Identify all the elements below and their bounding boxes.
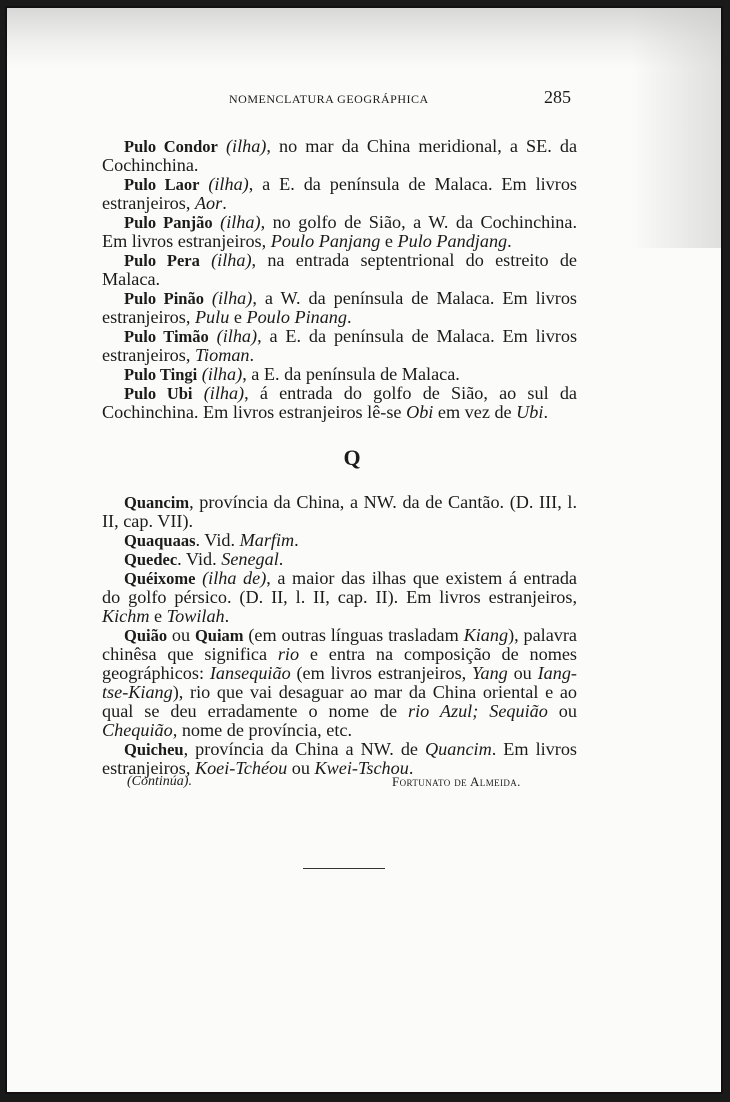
gazetteer-entry: Pulo Condor (ilha), no mar da China meridional, a SE. da Cochinchina. bbox=[102, 136, 578, 175]
gazetteer-entry: Quancim, província da China, a NW. da de Cantão. (D. III, l. II, cap. VII). bbox=[102, 492, 577, 531]
page-number: 285 bbox=[544, 87, 571, 107]
gazetteer-entry: Pulo Laor (ilha), a E. da península de Malaca. Em livros estranjeiros, Aor. bbox=[102, 174, 578, 213]
gazetteer-entry: Quaquaas. Vid. Marfim. bbox=[124, 530, 299, 550]
closing-rule bbox=[303, 868, 385, 869]
entry-headword: Quedec bbox=[124, 550, 178, 569]
entry-headword: Quaquaas bbox=[124, 531, 196, 550]
gazetteer-entry: Pulo Panjão (ilha), no golfo de Sião, a W. da Cochinchina. Em livros estranjeiros, Poulo Panjang e Pulo Pandjang. bbox=[102, 212, 577, 251]
gazetteer-entry: Pulo Ubi (ilha), á entrada do golfo de Sião, ao sul da Cochinchina. Em livros estranjeiros lê-se Obi em vez de Ubi. bbox=[102, 383, 577, 422]
entry-headword: Quicheu bbox=[124, 740, 184, 759]
gazetteer-entry: Quicheu, província da China a NW. de Quancim. Em livros estranjeiros, Koei-Tchéou ou Kwei-Tschou. bbox=[102, 739, 577, 778]
scan-shadow-right bbox=[631, 8, 721, 248]
entry-headword: Quancim bbox=[124, 493, 190, 512]
scan-shadow-top bbox=[7, 8, 723, 68]
entry-headword: Quéixome bbox=[124, 569, 196, 588]
gazetteer-entry: Pulo Timão (ilha), a E. da península de Malaca. Em livros estranjeiros, Tioman. bbox=[102, 326, 578, 365]
entry-headword: Pulo Condor bbox=[124, 137, 218, 156]
author-signature: Fortunato de Almeida. bbox=[392, 774, 521, 789]
entry-headword: Pulo Tingi bbox=[124, 365, 198, 384]
entry-headword: Quião bbox=[124, 626, 168, 645]
entry-headword: Pulo Laor bbox=[124, 175, 200, 194]
entry-headword-variant: Quiam bbox=[194, 626, 244, 645]
entry-headword: Pulo Ubi bbox=[124, 384, 193, 403]
gazetteer-entry: Quião ou Quiam (em outras línguas trasladam Kiang), palavra chinêsa que significa rio e entra na composição de nomes geográphicos: Iansequião (em livros estranjeiros, Yang ou Iang-tse-Kiang), rio que vai desaguar ao mar da China oriental e ao qual se deu erradamente o nome de rio Azul; Sequião ou Chequião, nome de província, etc. bbox=[102, 625, 577, 740]
entries-p-block bbox=[102, 137, 577, 422]
entry-headword: Pulo Pinão bbox=[124, 289, 204, 308]
gazetteer-entry: Quéixome (ilha de), a maior das ilhas que existem á entrada do golfo pérsico. (D. II, l. II, cap. II). Em livros estranjeiros, Kichm e Towilah. bbox=[102, 568, 578, 626]
entry-headword: Pulo Pera bbox=[124, 251, 200, 270]
running-title: NOMENCLATURA GEOGRÁPHICA bbox=[229, 92, 429, 106]
book-page bbox=[5, 6, 723, 1094]
entry-headword: Pulo Timão bbox=[124, 327, 209, 346]
gazetteer-entry: Pulo Pinão (ilha), a W. da península de Malaca. Em livros estranjeiros, Pulu e Poulo Pinang. bbox=[102, 288, 577, 327]
gazetteer-entry: Pulo Tingi (ilha), a E. da península de Malaca. bbox=[124, 364, 460, 384]
section-letter-heading: Q bbox=[343, 445, 361, 470]
entry-headword: Pulo Panjão bbox=[124, 213, 213, 232]
gazetteer-entry: Quedec. Vid. Senegal. bbox=[124, 549, 284, 569]
gazetteer-entry: Pulo Pera (ilha), na entrada septentrional do estreito de Malaca. bbox=[102, 250, 577, 289]
continued-note: (Continúa). bbox=[127, 774, 192, 789]
entries-q-block bbox=[102, 493, 577, 778]
